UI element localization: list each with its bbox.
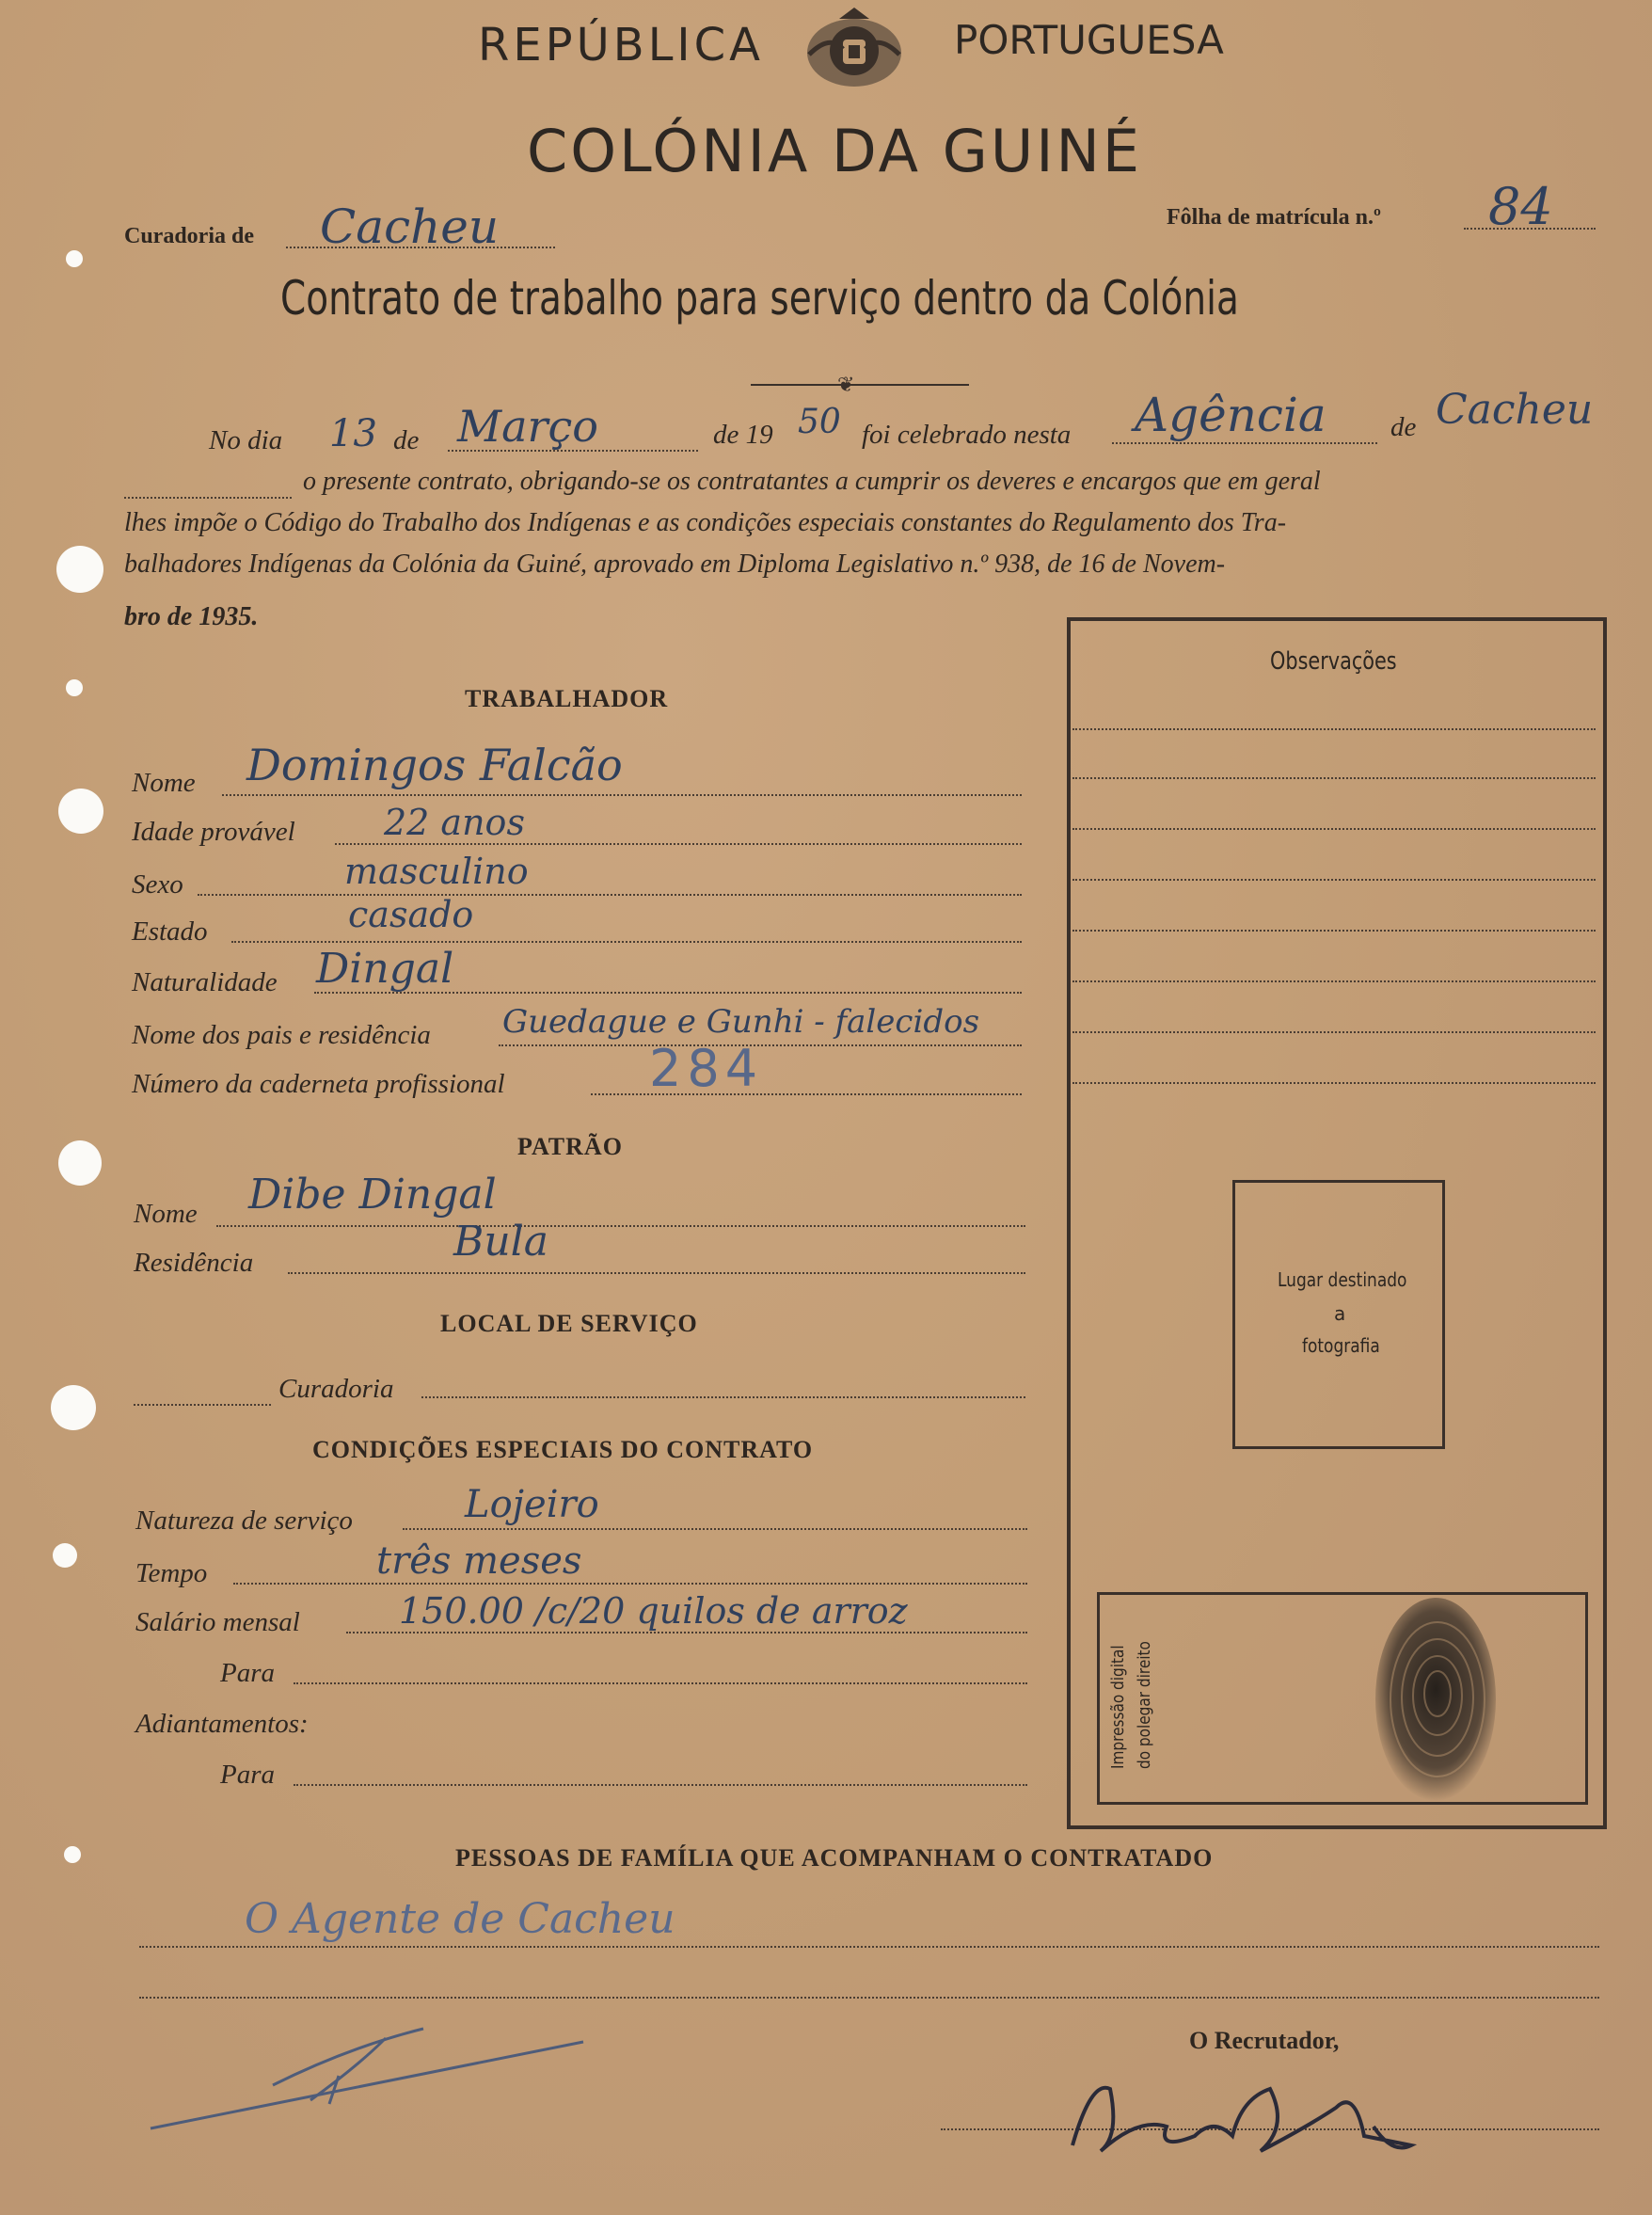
thumbprint-mark [1362,1590,1513,1821]
recruiter-signature [1054,2061,1449,2178]
family-line [139,1946,1599,1948]
thumbprint-box [1097,1592,1588,1805]
thumbprint-label: Impressão digital [1108,1645,1128,1769]
observation-line [1072,777,1596,779]
worker-age-value: 22 anos [384,802,525,843]
observations-heading: Observações [1270,647,1397,676]
worker-age-line [335,843,1022,845]
worker-age-label: Idade provável [132,817,295,847]
intro-year: 50 [798,403,841,441]
observation-line [1072,1082,1596,1084]
condicoes-heading: CONDIÇÕES ESPECIAIS DO CONTRATO [312,1436,814,1463]
observation-line [1072,930,1596,932]
intro-line2: o presente contrato, obrigando-se os contratantes a cumprir os deveres e encargos que em geral [303,467,1321,496]
trabalhador-heading: TRABALHADOR [465,685,669,712]
observation-line [1072,828,1596,830]
local-curadoria-line [421,1396,1025,1398]
punch-hole [51,1385,96,1430]
punch-hole [66,250,83,267]
handwritten-mark [141,2010,593,2146]
employer-name-line [216,1225,1025,1227]
observation-line [1072,1031,1596,1033]
header-portuguesa: PORTUGUESA [954,17,1224,63]
intro-text: No dia [209,425,283,455]
intro-text: de 19 [713,420,773,450]
service-nature-label: Natureza de serviço [135,1506,353,1536]
punch-hole [66,679,83,696]
worker-origin-label: Naturalidade [132,967,278,997]
time-value: três meses [376,1539,582,1583]
coat-of-arms-icon [802,6,907,97]
intro-text: de [393,425,420,455]
contract-title: Contrato de trabalho para serviço dentro da Colónia [280,271,1239,326]
worker-parents-label: Nome dos pais e residência [132,1020,431,1050]
service-nature-line [403,1528,1027,1530]
salary-value: 150.00 /c/20 quilos de arroz [399,1590,908,1632]
worker-name-label: Nome [132,768,196,798]
observation-line [1072,728,1596,730]
punch-hole [56,546,103,593]
para-label-2: Para [220,1760,275,1790]
intro-line5: bro de 1935. [124,602,259,631]
local-heading: LOCAL DE SERVIÇO [440,1310,698,1337]
intro-place2: Cacheu [1436,386,1594,434]
intro-line4: balhadores Indígenas da Colónia da Guiné, aprovado em Diploma Legislativo n.º 938, de 16 de Novem- [124,550,1226,579]
family-note: O Agente de Cacheu [245,1895,675,1943]
employer-residence-value: Bula [453,1218,548,1266]
advances-label: Adiantamentos: [135,1709,309,1739]
worker-sex-line [198,894,1022,896]
time-line [233,1583,1027,1585]
punch-hole [53,1543,77,1568]
worker-sex-value: masculino [344,851,529,892]
worker-parents-value: Guedague e Gunhi - falecidos [502,1003,980,1041]
salary-label: Salário mensal [135,1607,300,1637]
photo-box-line2: a [1334,1302,1346,1325]
header-colony: COLÓNIA DA GUINÉ [527,117,1143,185]
intro-day: 13 [329,412,377,455]
thumbprint-label: do polegar direito [1135,1641,1154,1769]
curadoria-value: Cacheu [320,199,500,254]
observation-line [1072,879,1596,881]
worker-sex-label: Sexo [132,869,183,900]
family-line [139,1997,1599,1999]
photo-box-line3: fotografia [1302,1334,1380,1357]
employer-residence-line [288,1272,1025,1274]
intro-place-line [1112,442,1377,444]
employer-residence-label: Residência [134,1248,254,1278]
punch-hole [58,1140,102,1186]
punch-hole [64,1846,81,1863]
worker-status-value: casado [348,894,474,935]
intro-text: foi celebrado nesta [862,420,1072,450]
title-ornament [751,384,969,386]
observation-line [1072,980,1596,982]
curadoria-label: Curadoria de [124,224,254,248]
employer-name-value: Dibe Dingal [248,1171,497,1219]
intro-line3: lhes impõe o Código do Trabalho dos Indígenas e as condições especiais constantes do Regulamento dos Tra- [124,508,1287,537]
patrao-heading: PATRÃO [517,1133,623,1160]
worker-status-label: Estado [132,916,208,947]
ornament-icon: ❦ [837,373,855,396]
para-label: Para [220,1658,275,1688]
folha-label: Fôlha de matrícula n.º [1167,205,1381,230]
para-line-2 [294,1784,1027,1786]
local-curadoria-label: Curadoria [278,1374,394,1404]
worker-origin-value: Dingal [316,945,454,993]
employer-name-label: Nome [134,1199,198,1229]
service-nature-value: Lojeiro [465,1483,599,1526]
punch-hole [58,789,103,834]
para-line [294,1682,1027,1684]
recruiter-label: O Recrutador, [1189,2027,1340,2054]
local-left-line [134,1404,271,1406]
intro-month: Março [457,401,598,452]
intro-line2-dots [124,497,292,499]
worker-status-line [231,941,1022,943]
family-heading: PESSOAS DE FAMÍLIA QUE ACOMPANHAM O CONTRATADO [455,1844,1214,1872]
salary-line [346,1632,1027,1633]
time-label: Tempo [135,1558,208,1588]
worker-booklet-value: 284 [649,1039,764,1098]
photo-box-line1: Lugar destinado [1278,1268,1407,1291]
intro-place: Agência [1135,388,1326,442]
folha-value: 84 [1488,177,1553,236]
worker-booklet-label: Número da caderneta profissional [132,1069,505,1099]
intro-text: de [1390,412,1417,442]
worker-name-line [222,794,1022,796]
header-republica: REPÚBLICA [478,19,764,72]
worker-name-value: Domingos Falcão [246,740,623,790]
